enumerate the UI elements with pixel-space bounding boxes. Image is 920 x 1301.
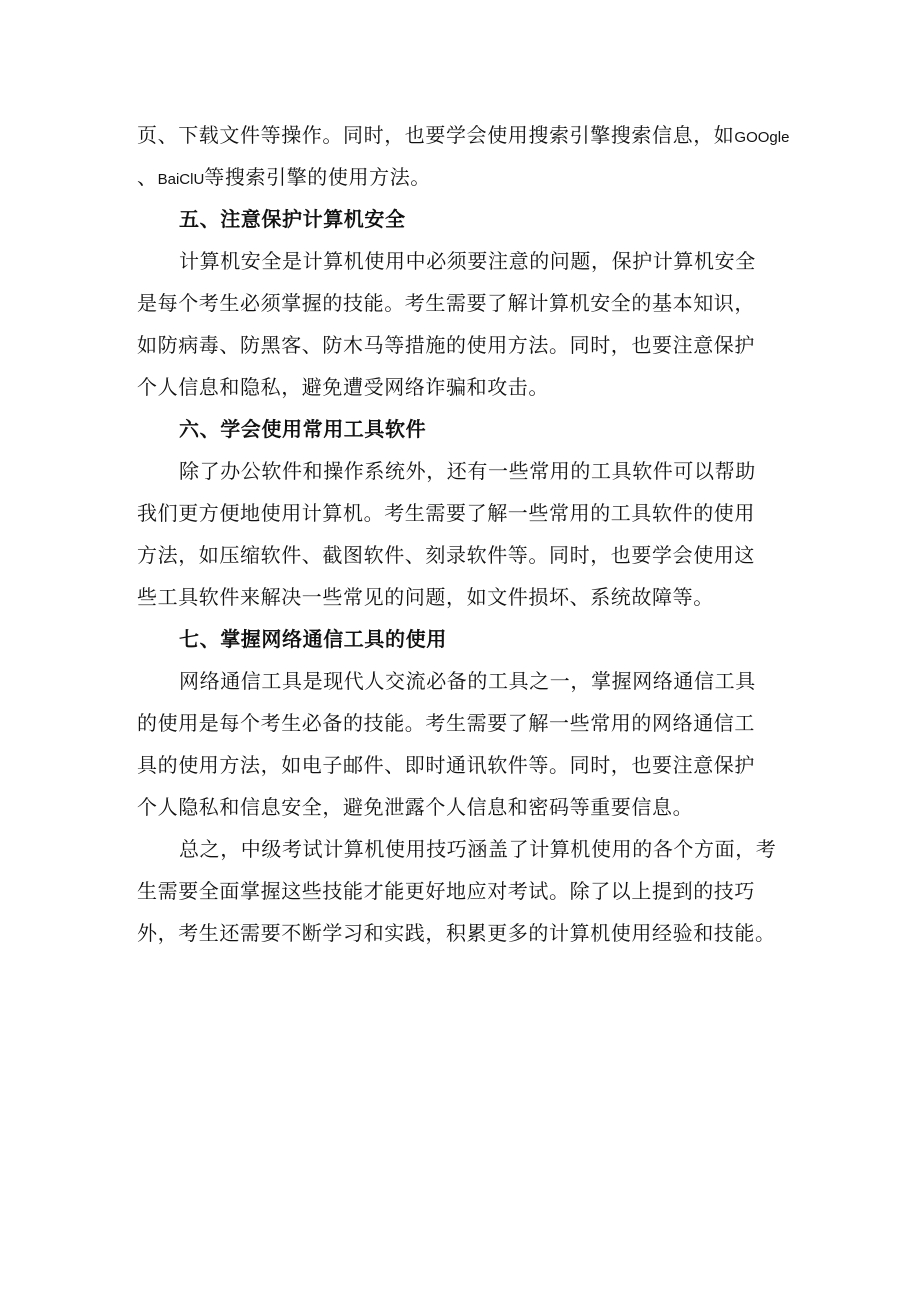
paragraph-line: 生需要全面掌握这些技能才能更好地应对考试。除了以上提到的技巧 bbox=[137, 879, 755, 903]
text-span: 页、下载文件等操作。同时，也要学会使用搜索引擎搜索信息，如 bbox=[137, 123, 735, 147]
paragraph-line: 的使用是每个考生必备的技能。考生需要了解一些常用的网络通信工 bbox=[137, 711, 755, 735]
paragraph-line: 具的使用方法，如电子邮件、即时通讯软件等。同时，也要注意保护 bbox=[137, 753, 755, 777]
section-heading: 六、学会使用常用工具软件 bbox=[179, 417, 427, 441]
text-span: 、 bbox=[137, 165, 158, 189]
paragraph-line: 个人信息和隐私，避免遭受网络诈骗和攻击。 bbox=[137, 375, 549, 399]
paragraph-line: 方法，如压缩软件、截图软件、刻录软件等。同时，也要学会使用这 bbox=[137, 543, 755, 567]
section-heading: 五、注意保护计算机安全 bbox=[179, 207, 406, 231]
paragraph-line: 些工具软件来解决一些常见的问题，如文件损坏、系统故障等。 bbox=[137, 585, 714, 609]
paragraph-line: 我们更方便地使用计算机。考生需要了解一些常用的工具软件的使用 bbox=[137, 501, 755, 525]
document-body bbox=[137, 114, 797, 954]
paragraph-line: 除了办公软件和操作系统外，还有一些常用的工具软件可以帮助 bbox=[179, 459, 756, 483]
section-heading: 七、掌握网络通信工具的使用 bbox=[179, 627, 447, 651]
paragraph-line bbox=[137, 114, 797, 156]
paragraph-line bbox=[137, 156, 797, 198]
text-span-latin: GOOgle bbox=[734, 129, 790, 146]
paragraph-line: 总之，中级考试计算机使用技巧涵盖了计算机使用的各个方面，考 bbox=[179, 837, 777, 861]
text-span: 等搜索引擎的使用方法。 bbox=[204, 165, 431, 189]
paragraph-line: 外，考生还需要不断学习和实践，积累更多的计算机使用经验和技能。 bbox=[137, 921, 776, 945]
paragraph-line: 计算机安全是计算机使用中必须要注意的问题，保护计算机安全 bbox=[179, 249, 756, 273]
text-span-latin: BaiClU bbox=[157, 171, 205, 188]
paragraph-line: 如防病毒、防黑客、防木马等措施的使用方法。同时，也要注意保护 bbox=[137, 333, 755, 357]
paragraph-line: 网络通信工具是现代人交流必备的工具之一，掌握网络通信工具 bbox=[179, 669, 756, 693]
paragraph-line: 个人隐私和信息安全，避免泄露个人信息和密码等重要信息。 bbox=[137, 795, 694, 819]
paragraph-line: 是每个考生必须掌握的技能。考生需要了解计算机安全的基本知识， bbox=[137, 291, 755, 315]
